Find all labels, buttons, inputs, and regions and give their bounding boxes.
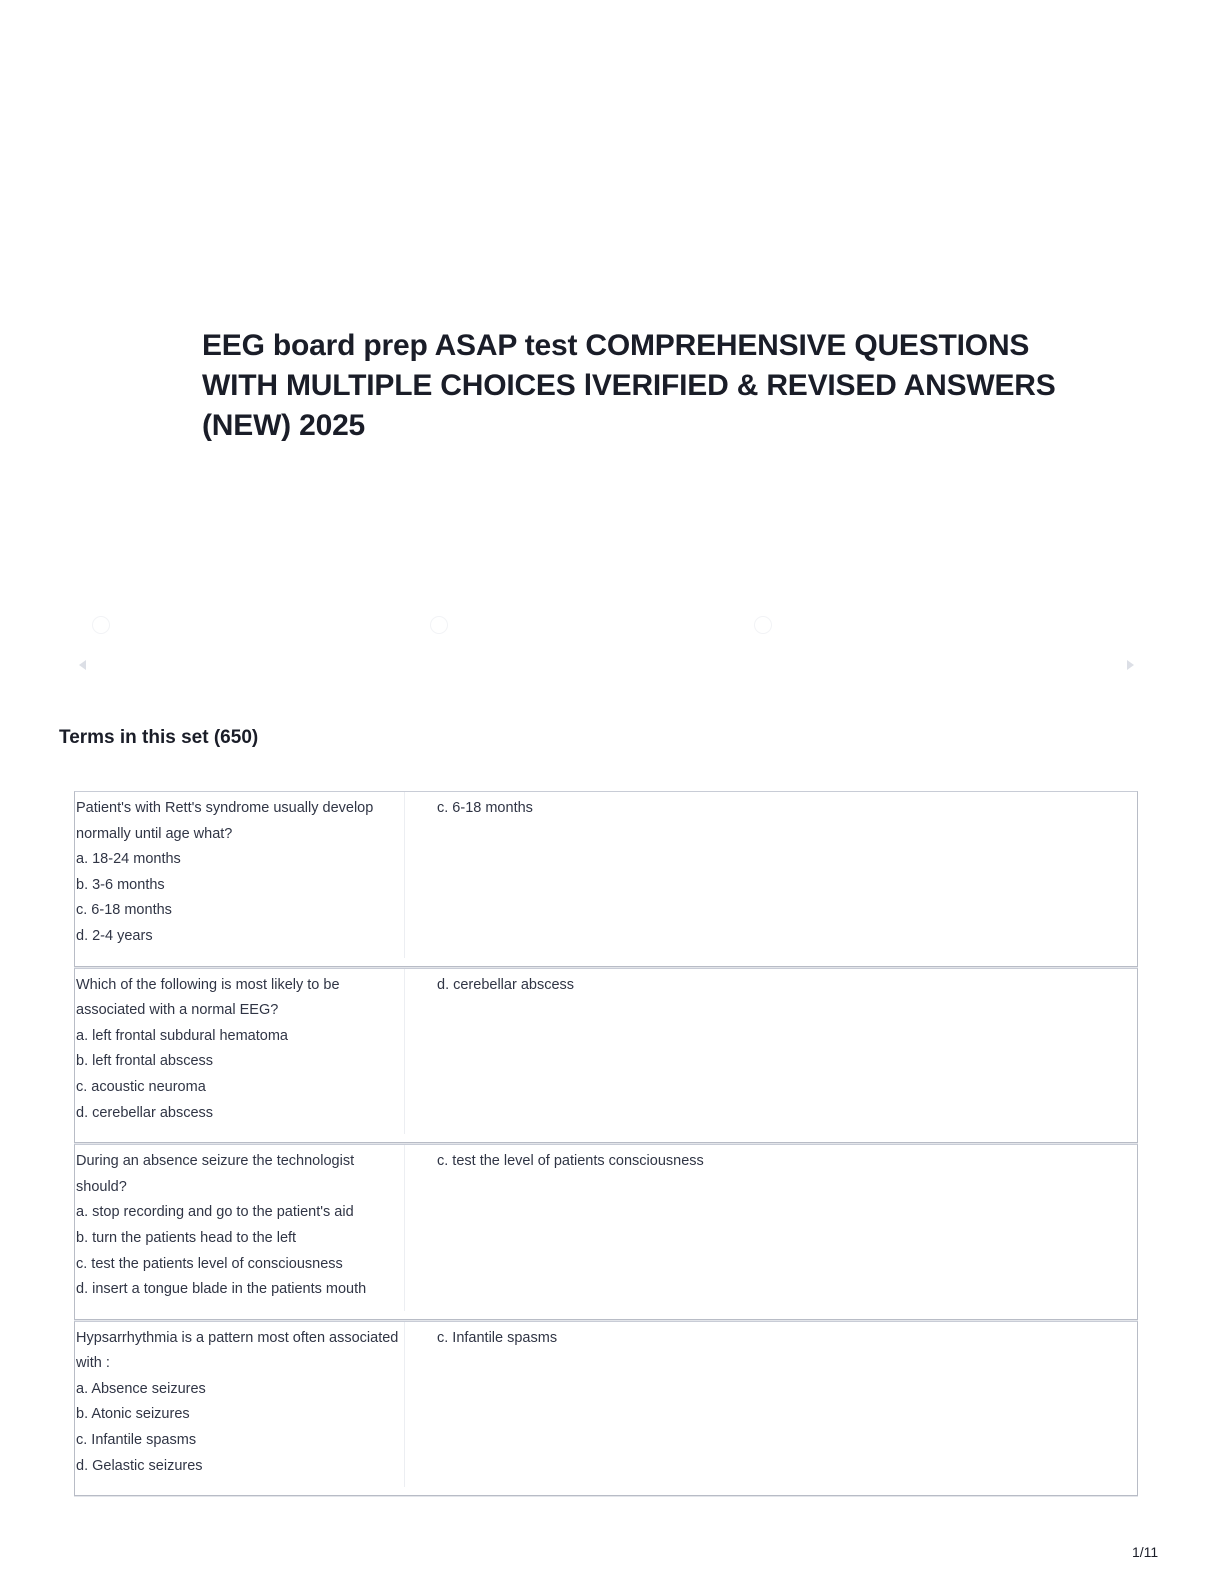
term-question: During an absence seizure the technologist should? a. stop recording and go to the patient's aid b. turn the patients head to the left c. test the patients level of consciousness d. insert a tongue blade in the patients mouth [75,1145,405,1311]
term-question: Hypsarrhythmia is a pattern most often associated with : a. Absence seizures b. Atonic seizures c. Infantile spasms d. Gelastic seizures [75,1322,405,1488]
carousel-prev-icon[interactable] [79,660,86,670]
carousel-next-icon[interactable] [1127,660,1134,670]
terms-list [74,791,1138,1497]
term-card [74,791,1138,967]
term-card [74,1321,1138,1497]
term-card [74,1144,1138,1320]
term-answer: c. test the level of patients consciousness [437,1153,704,1170]
term-answer: d. cerebellar abscess [437,976,575,993]
term-card [74,968,1138,1144]
term-question: Patient's with Rett's syndrome usually develop normally until age what? a. 18-24 months b. 3-6 months c. 6-18 months d. 2-4 years [75,792,405,958]
document-title: EEG board prep ASAP test COMPREHENSIVE QUESTIONS WITH MULTIPLE CHOICES lVERIFIED & REVISED ANSWERS (NEW) 2025 [202,329,1056,442]
carousel-indicator[interactable] [754,616,772,634]
term-question: Which of the following is most likely to be associated with a normal EEG? a. left frontal subdural hematoma b. left frontal abscess c. acoustic neuroma d. cerebellar abscess [75,969,405,1135]
carousel-indicator[interactable] [92,616,110,634]
term-answer: c. Infantile spasms [437,1329,558,1346]
carousel-indicator[interactable] [430,616,448,634]
terms-heading: Terms in this set (650) [59,727,259,748]
term-answer: c. 6-18 months [437,800,533,816]
page-number: 1/11 [1132,1544,1159,1560]
